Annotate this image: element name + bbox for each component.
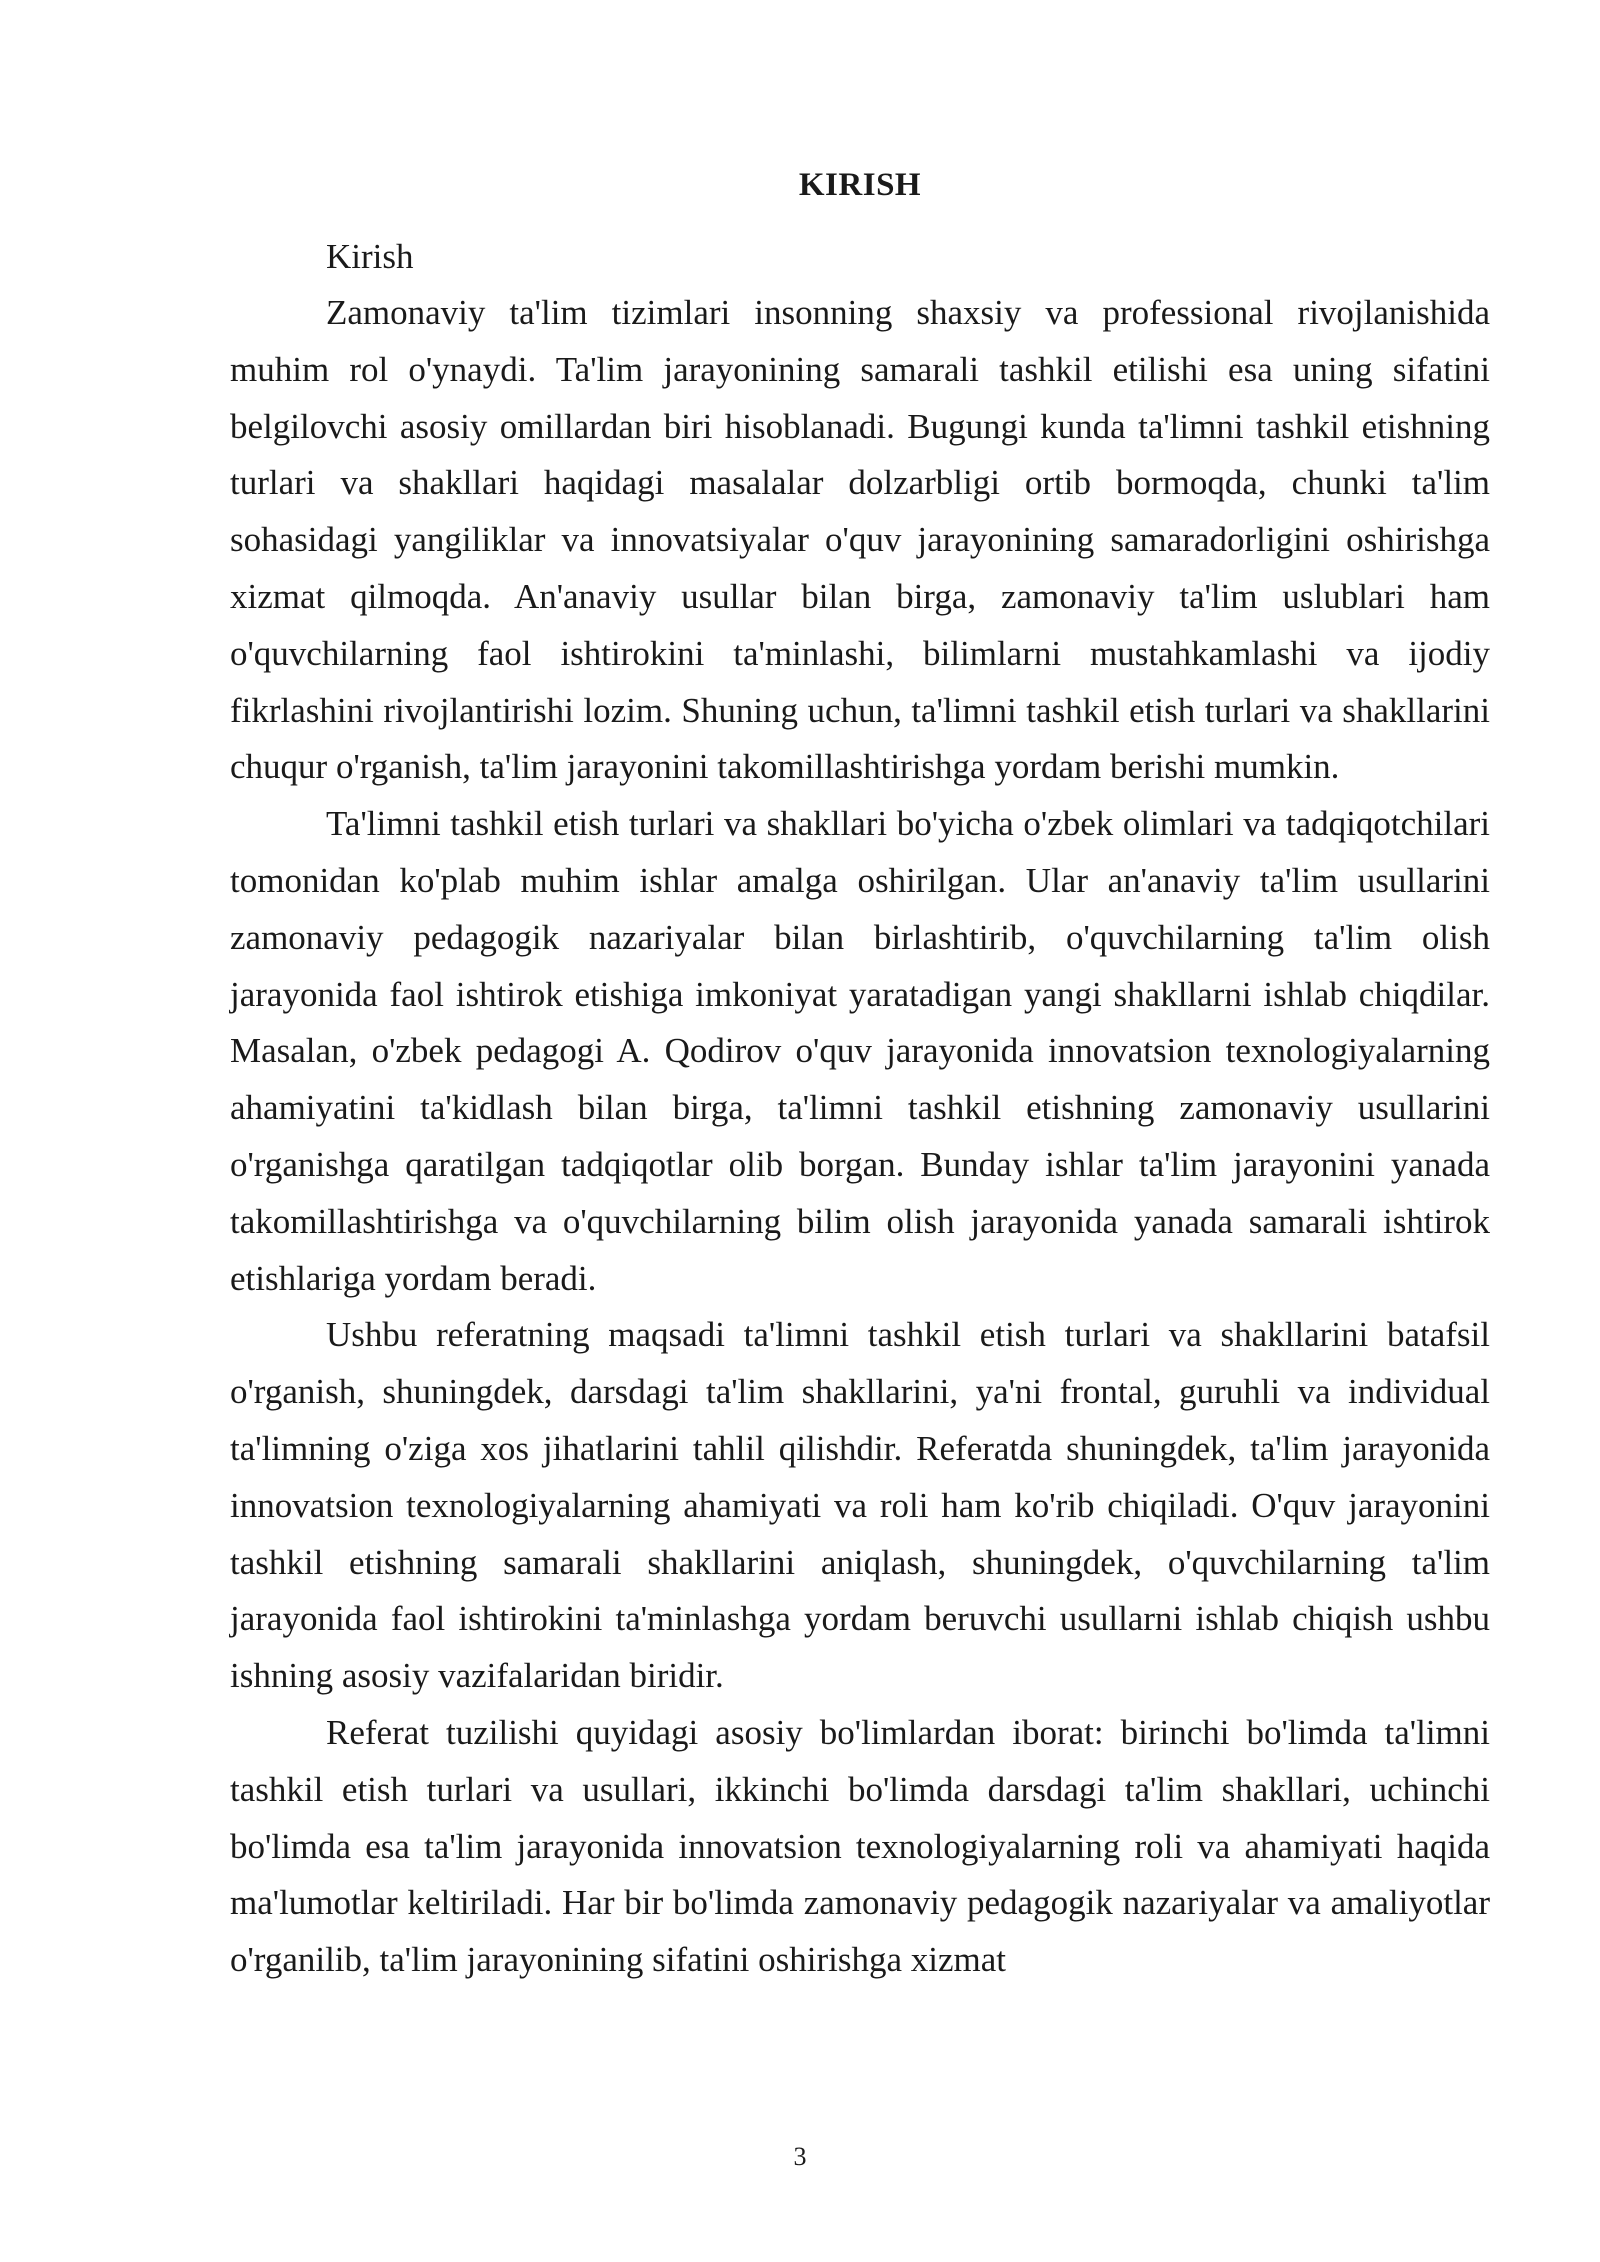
- section-subtitle: Kirish: [326, 237, 414, 276]
- document-page: [230, 160, 1490, 1989]
- paragraph-3: Ushbu referatning maqsadi ta'limni tashkil etish turlari va shakllarini batafsil o'rganish, shuningdek, darsdagi ta'lim shakllarini, ya'ni frontal, guruhli va individual ta'limning o'ziga xos jihatlarini tahlil qilishdir. Referatda shuningdek, ta'lim jarayonida innovatsion texnologiyalarning ahamiyati va roli ham ko'rib chiqiladi. O'quv jarayonini tashkil etishning samarali shakllarini aniqlash, shuningdek, o'quvchilarning ta'lim jarayonida faol ishtirokini ta'minlashga yordam beruvchi usullarni ishlab chiqish ushbu ishning asosiy vazifalaridan biridir.: [230, 1315, 1490, 1696]
- paragraph-4: Referat tuzilishi quyidagi asosiy bo'limlardan iborat: birinchi bo'limda ta'limni tashkil etish turlari va usullari, ikkinchi bo'limda darsdagi ta'lim shakllari, uchinchi bo'limda esa ta'lim jarayonida innovatsion texnologiyalarning roli va ahamiyati haqida ma'lumotlar keltiriladi. Har bir bo'limda zamonaviy pedagogik nazariyalar va amaliyotlar o'rganilib, ta'lim jarayonining sifatini oshirishga xizmat: [230, 1712, 1490, 1980]
- paragraph-1: Zamonaviy ta'lim tizimlari insonning shaxsiy va professional rivojlanishida muhim rol o'ynaydi. Ta'lim jarayonining samarali tashkil etilishi esa uning sifatini belgilovchi asosiy omillardan biri hisoblanadi. Bugungi kunda ta'limni tashkil etishning turlari va shakllari haqidagi masalalar dolzarbligi ortib bormoqda, chunki ta'lim sohasidagi yangiliklar va innovatsiyalar o'quv jarayonining samaradorligini oshirishga xizmat qilmoqda. An'anaviy usullar bilan birga, zamonaviy ta'lim uslublari ham o'quvchilarning faol ishtirokini ta'minlashi, bilimlarni mustahkamlashi va ijodiy fikrlashini rivojlantirishi lozim. Shuning uchun, ta'limni tashkil etish turlari va shakllarini chuqur o'rganish, ta'lim jarayonini takomillashtirishga yordam berishi mumkin.: [230, 293, 1490, 787]
- paragraph-2: Ta'limni tashkil etish turlari va shakllari bo'yicha o'zbek olimlari va tadqiqotchilari tomonidan ko'plab muhim ishlar amalga oshirilgan. Ular an'anaviy ta'lim usullarini zamonaviy pedagogik nazariyalar bilan birlashtirib, o'quvchilarning ta'lim olish jarayonida faol ishtirok etishiga imkoniyat yaratadigan yangi shakllarni ishlab chiqdilar. Masalan, o'zbek pedagogi A. Qodirov o'quv jarayonida innovatsion texnologiyalarning ahamiyatini ta'kidlash bilan birga, ta'limni tashkil etishning zamonaviy usullarini o'rganishga qaratilgan tadqiqotlar olib borgan. Bunday ishlar ta'lim jarayonini yanada takomillashtirishga va o'quvchilarning bilim olish jarayonida yanada samarali ishtirok etishlariga yordam beradi.: [230, 804, 1490, 1298]
- page-number: 3: [793, 2142, 807, 2171]
- page-title: KIRISH: [798, 167, 922, 203]
